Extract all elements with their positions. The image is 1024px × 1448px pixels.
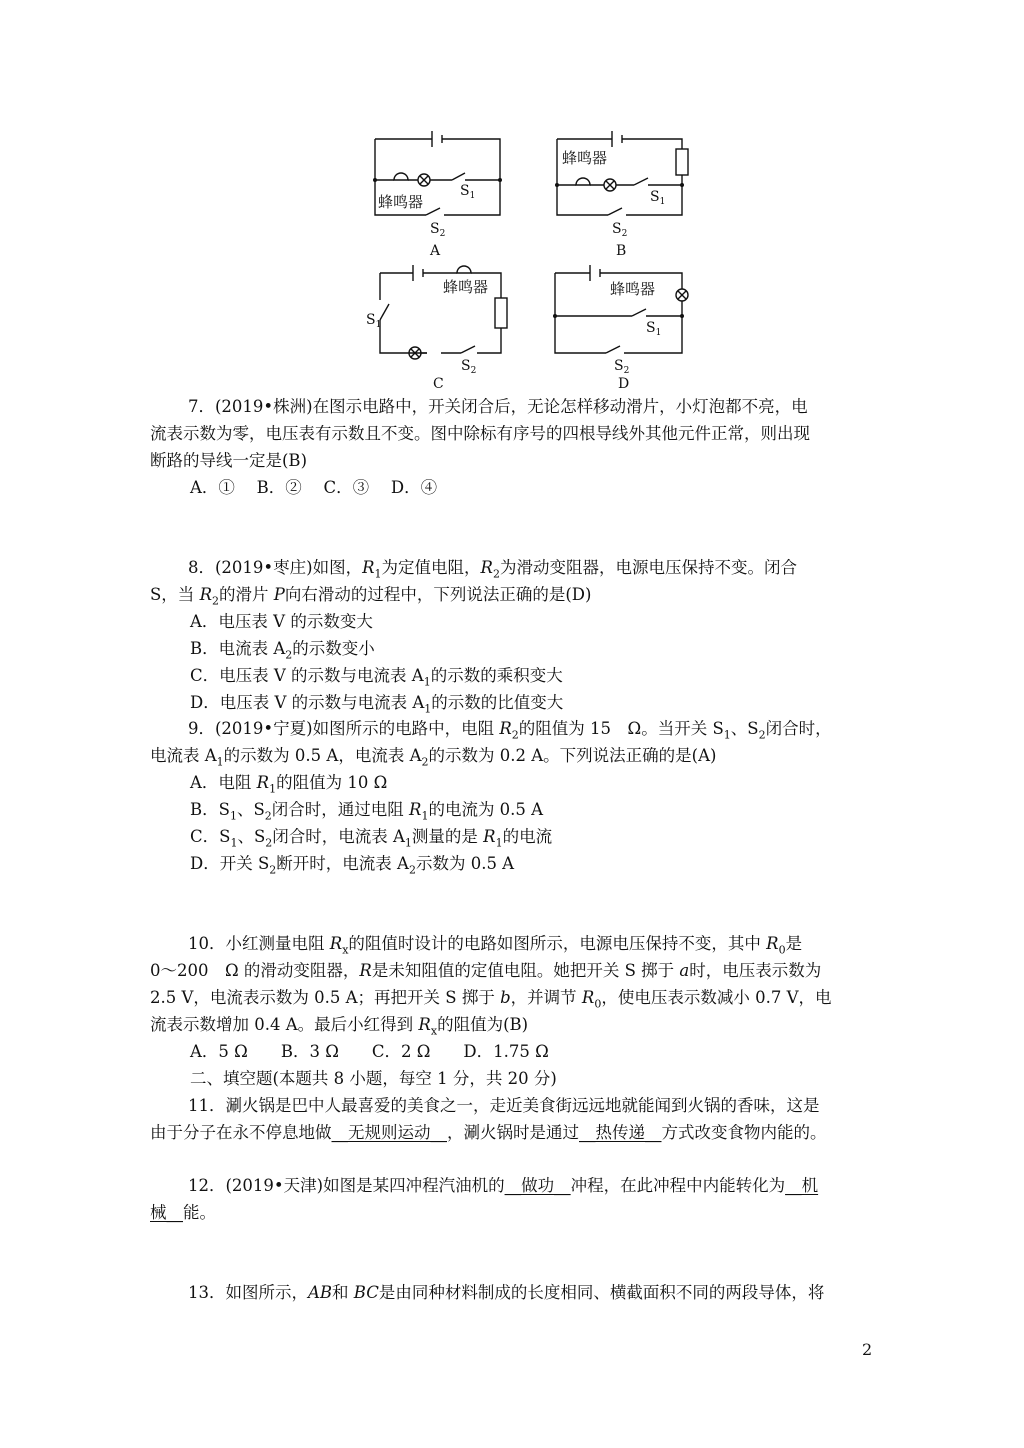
figure-label-b: B bbox=[616, 243, 627, 259]
svg-text:S1: $S_1$ bbox=[650, 189, 666, 207]
buzzer-label-b: 蜂鸣器 bbox=[562, 149, 608, 167]
q9-option-a: A．电阻 $R_1$的阻值为 10 Ω bbox=[190, 773, 388, 796]
q12-line-2: 械__能。 bbox=[150, 1203, 216, 1222]
page-number: 2 bbox=[862, 1340, 873, 1359]
q7-line-2: 流表示数为零，电压表有示数且不变。图中除标有序号的四根导线外其他元件正常，则出现 bbox=[150, 424, 810, 443]
q9-option-d: D．开关 $S_2$断开时，电流表 $A_2$示数为 0.5 A bbox=[190, 854, 515, 877]
q9-line-2: 电流表 $A_1$的示数为 0.5 A，电流表 $A_2$的示数为 0.2 A。下列说法正确的是(A) bbox=[150, 746, 717, 769]
figure-label-a: A bbox=[430, 243, 441, 259]
q13-line-1: 13．如图所示，AB和 BC是由同种材料制成的长度相同、横截面积不同的两段导体，将 bbox=[188, 1283, 825, 1302]
q10-line-4: 流表示数增加 0.4 A。最后小红得到 $R_x$的阻值为(B) bbox=[150, 1015, 529, 1038]
q7-line-3: 断路的导线一定是(B) bbox=[150, 451, 307, 470]
q10-line-2: 0～200 Ω 的滑动变阻器，R是未知阻值的定值电阻。她把开关 S 掷于 a时，电压表示数为 bbox=[150, 961, 822, 980]
q7-line-1: 7．(2019•株洲)在图示电路中，开关闭合后，无论怎样移动滑片，小灯泡都不亮，电 bbox=[188, 397, 808, 416]
q8-option-b: B．电流表 $A_2$的示数变小 bbox=[190, 639, 375, 662]
svg-text:S2: $S_2$ bbox=[461, 358, 477, 376]
q12-answer-2a: __机 bbox=[785, 1176, 819, 1195]
circuit-figure-a bbox=[370, 125, 510, 260]
q11-line-1: 11．涮火锅是巴中人最喜爱的美食之一，走近美食街远远地就能闻到火锅的香味，这是 bbox=[188, 1096, 820, 1115]
svg-text:S1: $S_1$ bbox=[366, 312, 382, 330]
q11-answer-1: __无规则运动__ bbox=[331, 1123, 447, 1142]
buzzer-label-d: 蜂鸣器 bbox=[610, 280, 656, 298]
q8-line-2: S，当 $R_2$的滑片 P向右滑动的过程中，下列说法正确的是(D) bbox=[150, 585, 592, 608]
q11-line-2: 由于分子在永不停息地做__无规则运动__，涮火锅时是通过__热传递__方式改变食物内能的。 bbox=[150, 1123, 827, 1142]
svg-text:S1: $S_1$ bbox=[646, 320, 662, 338]
circuit-figure-d bbox=[550, 258, 695, 393]
q8-line-1: 8．(2019•枣庄)如图，$R_1$为定值电阻，$R_2$为滑动变阻器，电源电压保持不变。闭合 bbox=[188, 558, 797, 581]
svg-text:S2: $S_2$ bbox=[430, 221, 446, 239]
figure-label-c: C bbox=[433, 376, 444, 392]
q12-answer-1: __做功__ bbox=[504, 1176, 571, 1195]
svg-text:S2: $S_2$ bbox=[612, 221, 628, 239]
figure-label-d: D bbox=[618, 376, 630, 392]
q9-option-b: B．$S_1$、$S_2$闭合时，通过电阻 $R_1$的电流为 0.5 A bbox=[190, 800, 544, 823]
buzzer-label-a: 蜂鸣器 bbox=[378, 193, 424, 211]
q10-line-1: 10．小红测量电阻 $R_x$的阻值时设计的电路如图所示，电源电压保持不变，其中 $R_0$是 bbox=[188, 934, 803, 957]
q9-line-1: 9．(2019•宁夏)如图所示的电路中，电阻 $R_2$的阻值为 15 Ω。当开关 $S_1$、$S_2$闭合时， bbox=[188, 719, 832, 742]
q8-option-a: A．电压表 V 的示数变大 bbox=[190, 612, 373, 631]
q8-option-c: C．电压表 V 的示数与电流表 $A_1$的示数的乘积变大 bbox=[190, 666, 563, 689]
q10-line-3: 2.5 V，电流表示数为 0.5 A；再把开关 S 掷于 b，并调节 $R_0$，使电压表示数减小 0.7 V，电 bbox=[150, 988, 832, 1011]
section-heading: 二、填空题(本题共 8 小题，每空 1 分，共 20 分) bbox=[190, 1069, 557, 1088]
q8-option-d: D．电压表 V 的示数与电流表 $A_1$的示数的比值变大 bbox=[190, 693, 564, 716]
q9-option-c: C．$S_1$、$S_2$闭合时，电流表 $A_1$测量的是 $R_1$的电流 bbox=[190, 827, 553, 850]
buzzer-label-c: 蜂鸣器 bbox=[443, 278, 489, 296]
svg-text:S1: $S_1$ bbox=[460, 183, 476, 201]
q11-answer-2: __热传递__ bbox=[579, 1123, 662, 1142]
circuit-figure-c bbox=[365, 258, 515, 393]
circuit-figure-b bbox=[552, 125, 697, 260]
svg-text:S2: $S_2$ bbox=[614, 358, 630, 376]
q12-answer-2b: 械__ bbox=[150, 1203, 183, 1222]
q10-options: A．5 Ω B．3 Ω C．2 Ω D．1.75 Ω bbox=[190, 1042, 549, 1061]
q7-options: A．① B．② C．③ D．④ bbox=[190, 478, 438, 497]
q12-line-1: 12．(2019•天津)如图是某四冲程汽油机的__做功__冲程，在此冲程中内能转化为__机 bbox=[188, 1176, 819, 1195]
